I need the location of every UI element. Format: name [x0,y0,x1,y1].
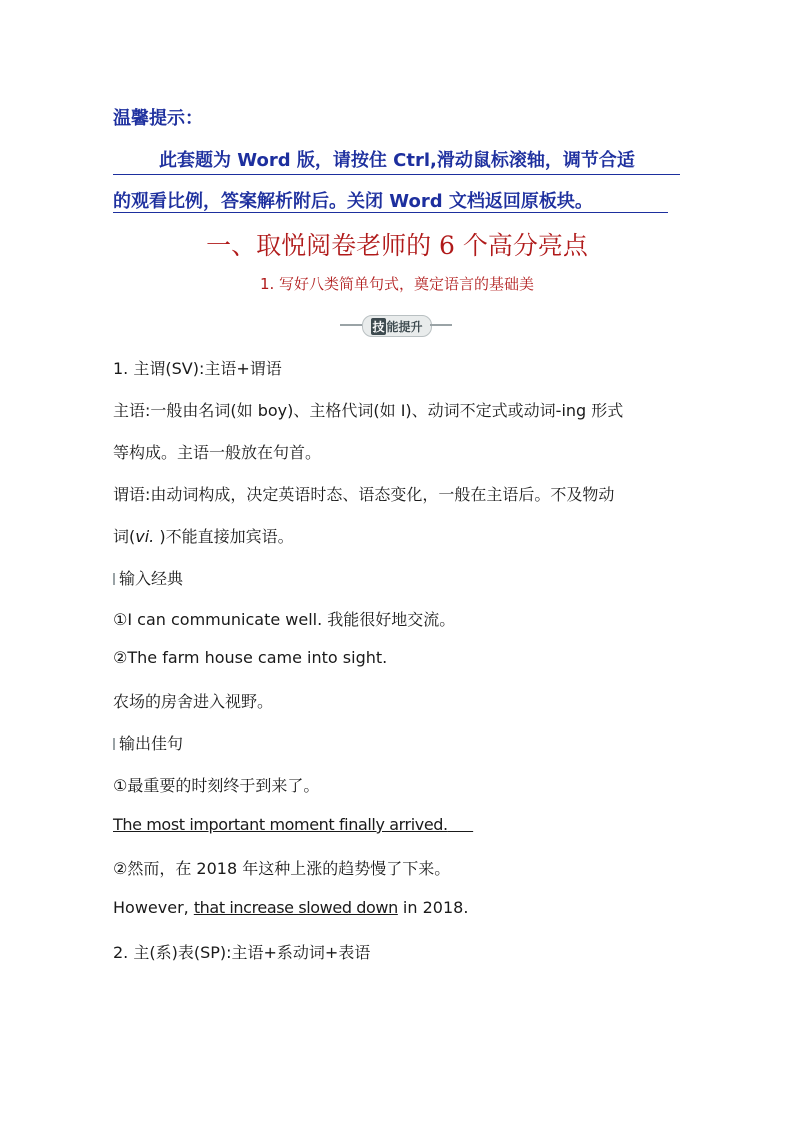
item-1-heading: 1. 主谓(SV):主语+谓语 [113,359,282,378]
example-2-translation: 农场的房舍进入视野。 [113,692,274,711]
predicate-line-2 [113,524,294,547]
input-label [113,566,183,589]
output-1-answer: The most important moment finally arrived. [113,815,448,834]
predicate-line-2-b: )不能直接加宾语。 [154,527,294,546]
output-2-a: However, [113,898,194,917]
badge-wing-left [340,324,362,326]
output-2-answer: that increase slowed down [193,898,398,917]
output-1-chinese: ①最重要的时刻终于到来了。 [113,776,320,795]
badge-highlight: 技 [372,319,385,334]
vi-abbrev: vi. [135,527,155,546]
input-label-text: 输入经典 [119,569,184,588]
badge-text: 能提升 [386,319,423,334]
predicate-line-2-a: 词( [113,527,136,546]
item-2-heading: 2. 主(系)表(SP):主语+系动词+表语 [113,943,371,962]
sub-title: 1. 写好八类简单句式，奠定语言的基础美 [259,275,535,293]
predicate-line-1: 谓语:由动词构成，决定英语时态、语态变化，一般在主语后。不及物动 [113,485,615,504]
output-2-english [113,898,468,917]
tip-underline-2 [113,212,668,213]
subject-line-2: 等构成。主语一般放在句首。 [113,443,322,462]
section-title: 一、取悦阅卷老师的 6 个高分亮点 [206,231,588,260]
example-1: ①I can communicate well. 我能很好地交流。 [113,610,456,629]
output-1-english [113,815,473,834]
example-2: ②The farm house came into sight. [113,648,388,667]
tip-underline-1 [113,174,680,175]
output-2-b: in 2018. [397,898,469,917]
output-label [113,731,183,754]
label-marker [113,573,115,585]
output-2-chinese: ②然而，在 2018 年这种上涨的趋势慢了下来。 [113,859,451,878]
tip-line-2: 的观看比例，答案解析附后。关闭 Word 文档返回原板块。 [113,191,593,212]
tip-line-1: 此套题为 Word 版，请按住 Ctrl,滑动鼠标滚轴，调节合适 [159,150,635,171]
subject-line-1: 主语:一般由名词(如 boy)、主格代词(如 I)、动词不定式或动词-ing 形式 [113,401,624,420]
badge-box [362,315,432,337]
label-marker [113,738,115,750]
tip-title: 温馨提示： [113,108,203,129]
output-label-text: 输出佳句 [119,734,184,753]
skill-badge [340,314,452,336]
badge-wing-right [430,324,452,326]
